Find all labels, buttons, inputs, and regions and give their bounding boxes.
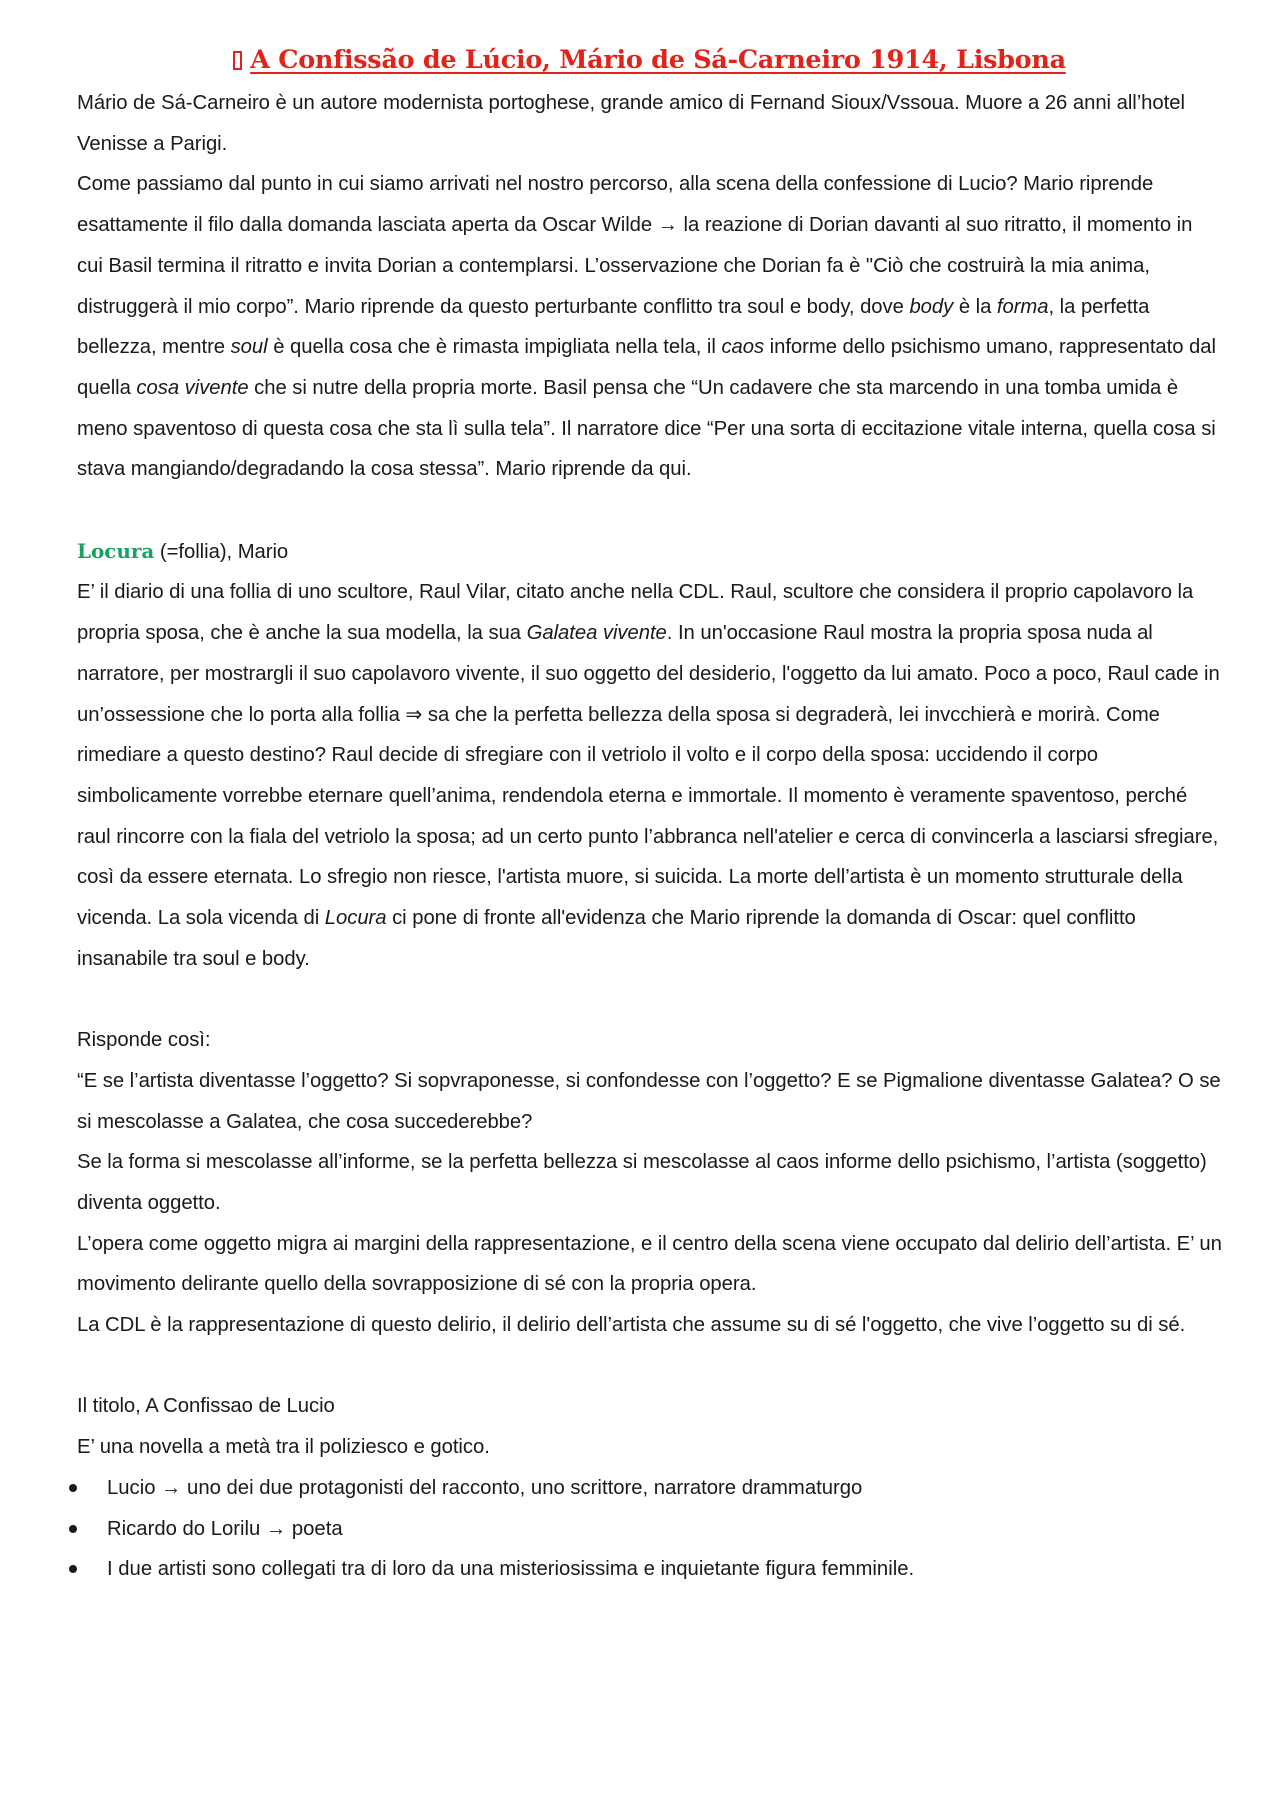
risponde-line-5: La CDL è la rappresentazione di questo delirio, il delirio dell’artista che assume su di sé l'oggetto, che vive l’oggetto su di sé. — [77, 1314, 1186, 1337]
list-item: I due artisti sono collegati tra di loro da una misteriosissima e inquietante figura femminile. — [77, 1549, 1222, 1590]
list-item: Lucio → uno dei due protagonisti del racconto, uno scrittore, narratore drammaturgo — [77, 1468, 1222, 1509]
document-title: A Confissão de Lúcio, Mário de Sá-Carneiro 1914, Lisbona — [250, 45, 1066, 75]
bullet-icon — [69, 1525, 77, 1533]
box-glyph-icon — [233, 51, 242, 70]
blank-line — [77, 979, 1222, 1020]
risponde-line-2: “E se l’artista diventasse l’oggetto? Si sopvraponesse, si confondesse con l’oggetto? E se Pigmalione diventasse Galatea? O se si mescolasse a Galatea, che cosa succederebbe? — [77, 1069, 1221, 1133]
locura-heading: Locura (=follia), Mario — [77, 538, 289, 563]
risponde-line-3: Se la forma si mescolasse all’informe, se la perfetta bellezza si mescolasse al caos informe dello psichismo, l’artista (soggetto) diventa oggetto. — [77, 1151, 1207, 1214]
intro-paragraph-1: Mário de Sá-Carneiro è un autore modernista portoghese, grande amico di Fernand Sioux/Vssoua. Muore a 26 anni all’hotel Venisse a Parigi. — [77, 92, 1185, 155]
intro-paragraph-2: Come passiamo dal punto in cui siamo arrivati nel nostro percorso, alla scena della confessione di Lucio? Mario riprende esattamente il filo dalla domanda lasciata aperta da Oscar Wilde → la reazione di Dorian davanti al suo ritratto, il momento in cui Basil termina il ritratto e invita Dorian a contemplarsi. L’osservazione che Dorian fa è "Ciò che costruirà la mia anima, distruggerà il mio corpo”. Mario riprende da questo perturbante conflitto tra soul e body, dove body è la forma, la perfetta bellezza, mentre soul è quella cosa che è rimasta impigliata nella tela, il caos informe dello psichismo umano, rappresentato dal quella cosa vivente che si nutre della propria morte. Basil pensa che “Un cadavere che sta marcendo in una tomba umida è meno spaventoso di questa cosa che sta lì sulla tela”. Il narratore dice “Per una sorta di eccitazione vitale interna, quella cosa si stava mangiando/degradando la cosa stessa”. Mario riprende da qui. — [77, 173, 1216, 481]
blank-line — [77, 490, 1222, 531]
risponde-line-1: Risponde così: — [77, 1029, 211, 1052]
risponde-line-4: L’opera come oggetto migra ai margini della rappresentazione, e il centro della scena viene occupato dal delirio dell’artista. E’ un movimento delirante quello della sovrapposizione di sé con la propria opera. — [77, 1232, 1222, 1296]
list-item: Ricardo do Lorilu → poeta — [77, 1509, 1222, 1550]
bullet-icon — [69, 1484, 77, 1492]
locura-heading-label: Locura — [77, 538, 155, 563]
bullet-icon — [69, 1565, 77, 1573]
title-row — [77, 45, 1222, 75]
locura-paragraph: E’ il diario di una follia di uno scultore, Raul Vilar, citato anche nella CDL. Raul, scultore che considera il proprio capolavoro la propria sposa, che è anche la sua modella, la sua Galatea vivente. In un'occasione Raul mostra la propria sposa nuda al narratore, per mostrargli il suo capolavoro vivente, il suo oggetto del desiderio, l'oggetto da lui amato. Poco a poco, Raul cade in un’ossessione che lo porta alla follia ⇒ sa che la perfetta bellezza della sposa si degraderà, lei invcchierà e morirà. Come rimediare a questo destino? Raul decide di sfregiare con il vetriolo il volto e il corpo della sposa: uccidendo il corpo simbolicamente vorrebbe eternare quell’anima, rendendola eterna e immortale. Il momento è veramente spaventoso, perché raul rincorre con la fiala del vetriolo la sposa; ad un certo punto l’abbranca nell'atelier e cerca di convincerla a lasciarsi sfregiare, così da essere eternata. Lo sfregio non riesce, l'artista muore, si suicida. La morte dell’artista è un momento strutturale della vicenda. La sola vicenda di Locura ci pone di fronte all'evidenza che Mario riprende la domanda di Oscar: quel conflitto insanabile tra soul e body. — [77, 581, 1220, 970]
titolo-line-2: E’ una novella a metà tra il poliziesco e gotico. — [77, 1436, 490, 1459]
blank-line — [77, 1346, 1222, 1387]
document-page — [77, 45, 1222, 1590]
titolo-line-1: Il titolo, A Confissao de Lucio — [77, 1395, 335, 1418]
bullet-list — [77, 1468, 1222, 1590]
